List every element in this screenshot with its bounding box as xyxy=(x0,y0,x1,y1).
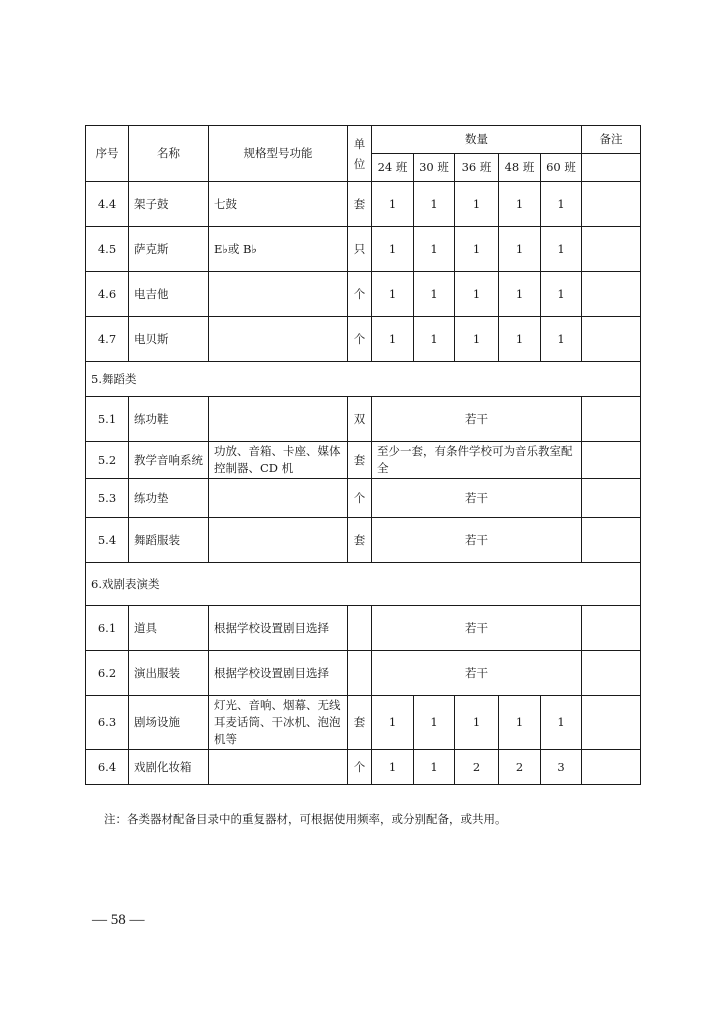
row-seq: 6.4 xyxy=(86,750,129,785)
row-qty: 1 xyxy=(541,272,582,317)
row-name: 电贝斯 xyxy=(129,317,209,362)
header-class-30: 30 班 xyxy=(414,154,455,182)
row-qty: 1 xyxy=(414,317,455,362)
row-qty: 1 xyxy=(455,696,499,750)
section-row xyxy=(86,362,641,397)
row-remark xyxy=(582,442,641,479)
row-unit xyxy=(348,606,372,651)
row-qty-text: 若干 xyxy=(372,518,582,563)
row-remark xyxy=(582,696,641,750)
row-seq: 5.1 xyxy=(86,397,129,442)
row-remark xyxy=(582,750,641,785)
row-unit: 个 xyxy=(348,272,372,317)
row-unit: 套 xyxy=(348,696,372,750)
row-spec: 七鼓 xyxy=(209,182,348,227)
row-spec: E♭或 B♭ xyxy=(209,227,348,272)
row-qty: 1 xyxy=(372,272,414,317)
row-remark xyxy=(582,651,641,696)
header-name: 名称 xyxy=(129,126,209,182)
equipment-table xyxy=(85,125,641,785)
table-row xyxy=(86,442,641,479)
table-row xyxy=(86,696,641,750)
section-title-dance: 5.舞蹈类 xyxy=(86,362,641,397)
row-spec: 根据学校设置剧目选择 xyxy=(209,651,348,696)
row-name: 戏剧化妆箱 xyxy=(129,750,209,785)
row-seq: 6.3 xyxy=(86,696,129,750)
row-qty-text: 若干 xyxy=(372,397,582,442)
header-spec: 规格型号功能 xyxy=(209,126,348,182)
row-qty: 1 xyxy=(414,696,455,750)
row-qty: 2 xyxy=(455,750,499,785)
row-qty: 1 xyxy=(499,182,541,227)
row-name: 练功鞋 xyxy=(129,397,209,442)
row-seq: 5.4 xyxy=(86,518,129,563)
row-qty: 1 xyxy=(414,227,455,272)
table-row xyxy=(86,272,641,317)
table-row xyxy=(86,750,641,785)
table-row xyxy=(86,606,641,651)
row-remark xyxy=(582,479,641,518)
header-remark: 备注 xyxy=(582,126,641,154)
header-unit: 单位 xyxy=(348,126,372,182)
row-spec xyxy=(209,479,348,518)
row-name: 架子鼓 xyxy=(129,182,209,227)
row-qty: 1 xyxy=(499,272,541,317)
table-row xyxy=(86,397,641,442)
row-remark xyxy=(582,518,641,563)
row-qty-text: 至少一套，有条件学校可为音乐教室配全 xyxy=(372,442,582,479)
row-unit: 个 xyxy=(348,317,372,362)
row-qty-text: 若干 xyxy=(372,479,582,518)
row-unit: 套 xyxy=(348,182,372,227)
row-unit: 个 xyxy=(348,479,372,518)
header-class-60: 60 班 xyxy=(541,154,582,182)
row-name: 萨克斯 xyxy=(129,227,209,272)
row-qty: 1 xyxy=(414,750,455,785)
row-remark xyxy=(582,272,641,317)
row-spec: 根据学校设置剧目选择 xyxy=(209,606,348,651)
section-title-drama: 6.戏剧表演类 xyxy=(86,563,641,606)
row-unit: 双 xyxy=(348,397,372,442)
header-class-48: 48 班 xyxy=(499,154,541,182)
row-qty: 1 xyxy=(499,317,541,362)
row-qty: 1 xyxy=(455,227,499,272)
header-seq: 序号 xyxy=(86,126,129,182)
table-row xyxy=(86,479,641,518)
row-name: 舞蹈服装 xyxy=(129,518,209,563)
row-spec xyxy=(209,397,348,442)
table-row xyxy=(86,651,641,696)
row-name: 剧场设施 xyxy=(129,696,209,750)
row-qty: 1 xyxy=(414,182,455,227)
row-qty: 1 xyxy=(414,272,455,317)
row-seq: 4.6 xyxy=(86,272,129,317)
header-remark-blank xyxy=(582,154,641,182)
table-row xyxy=(86,182,641,227)
row-qty: 1 xyxy=(372,317,414,362)
row-remark xyxy=(582,397,641,442)
row-spec xyxy=(209,750,348,785)
row-qty: 2 xyxy=(499,750,541,785)
table-row xyxy=(86,518,641,563)
row-seq: 5.2 xyxy=(86,442,129,479)
table-row xyxy=(86,317,641,362)
row-qty: 1 xyxy=(541,182,582,227)
row-spec: 灯光、音响、烟幕、无线耳麦话筒、干冰机、泡泡机等 xyxy=(209,696,348,750)
row-spec xyxy=(209,518,348,563)
row-seq: 4.7 xyxy=(86,317,129,362)
row-unit xyxy=(348,651,372,696)
row-unit: 套 xyxy=(348,442,372,479)
row-qty: 1 xyxy=(372,750,414,785)
row-qty: 1 xyxy=(541,696,582,750)
row-qty: 1 xyxy=(455,317,499,362)
row-qty: 1 xyxy=(455,182,499,227)
row-name: 演出服装 xyxy=(129,651,209,696)
table-row xyxy=(86,227,641,272)
row-spec xyxy=(209,272,348,317)
row-name: 练功垫 xyxy=(129,479,209,518)
page-number: — 58 — xyxy=(92,912,145,928)
row-name: 教学音响系统 xyxy=(129,442,209,479)
row-qty-text: 若干 xyxy=(372,651,582,696)
section-row xyxy=(86,563,641,606)
row-qty: 3 xyxy=(541,750,582,785)
row-remark xyxy=(582,227,641,272)
header-class-36: 36 班 xyxy=(455,154,499,182)
row-qty: 1 xyxy=(499,227,541,272)
row-name: 电吉他 xyxy=(129,272,209,317)
row-unit: 套 xyxy=(348,518,372,563)
row-remark xyxy=(582,182,641,227)
row-qty: 1 xyxy=(372,696,414,750)
row-name: 道具 xyxy=(129,606,209,651)
row-unit: 个 xyxy=(348,750,372,785)
header-class-24: 24 班 xyxy=(372,154,414,182)
row-qty: 1 xyxy=(455,272,499,317)
row-spec: 功放、音箱、卡座、媒体控制器、CD 机 xyxy=(209,442,348,479)
row-qty: 1 xyxy=(541,317,582,362)
row-qty: 1 xyxy=(499,696,541,750)
row-unit: 只 xyxy=(348,227,372,272)
row-spec xyxy=(209,317,348,362)
row-seq: 6.2 xyxy=(86,651,129,696)
row-seq: 4.5 xyxy=(86,227,129,272)
row-remark xyxy=(582,317,641,362)
row-seq: 5.3 xyxy=(86,479,129,518)
row-qty: 1 xyxy=(372,182,414,227)
row-seq: 6.1 xyxy=(86,606,129,651)
table-footnote: 注：各类器材配备目录中的重复器材，可根据使用频率，或分别配备，或共用。 xyxy=(104,812,507,826)
row-qty: 1 xyxy=(372,227,414,272)
row-qty-text: 若干 xyxy=(372,606,582,651)
header-qty: 数量 xyxy=(372,126,582,154)
row-qty: 1 xyxy=(541,227,582,272)
row-seq: 4.4 xyxy=(86,182,129,227)
row-remark xyxy=(582,606,641,651)
